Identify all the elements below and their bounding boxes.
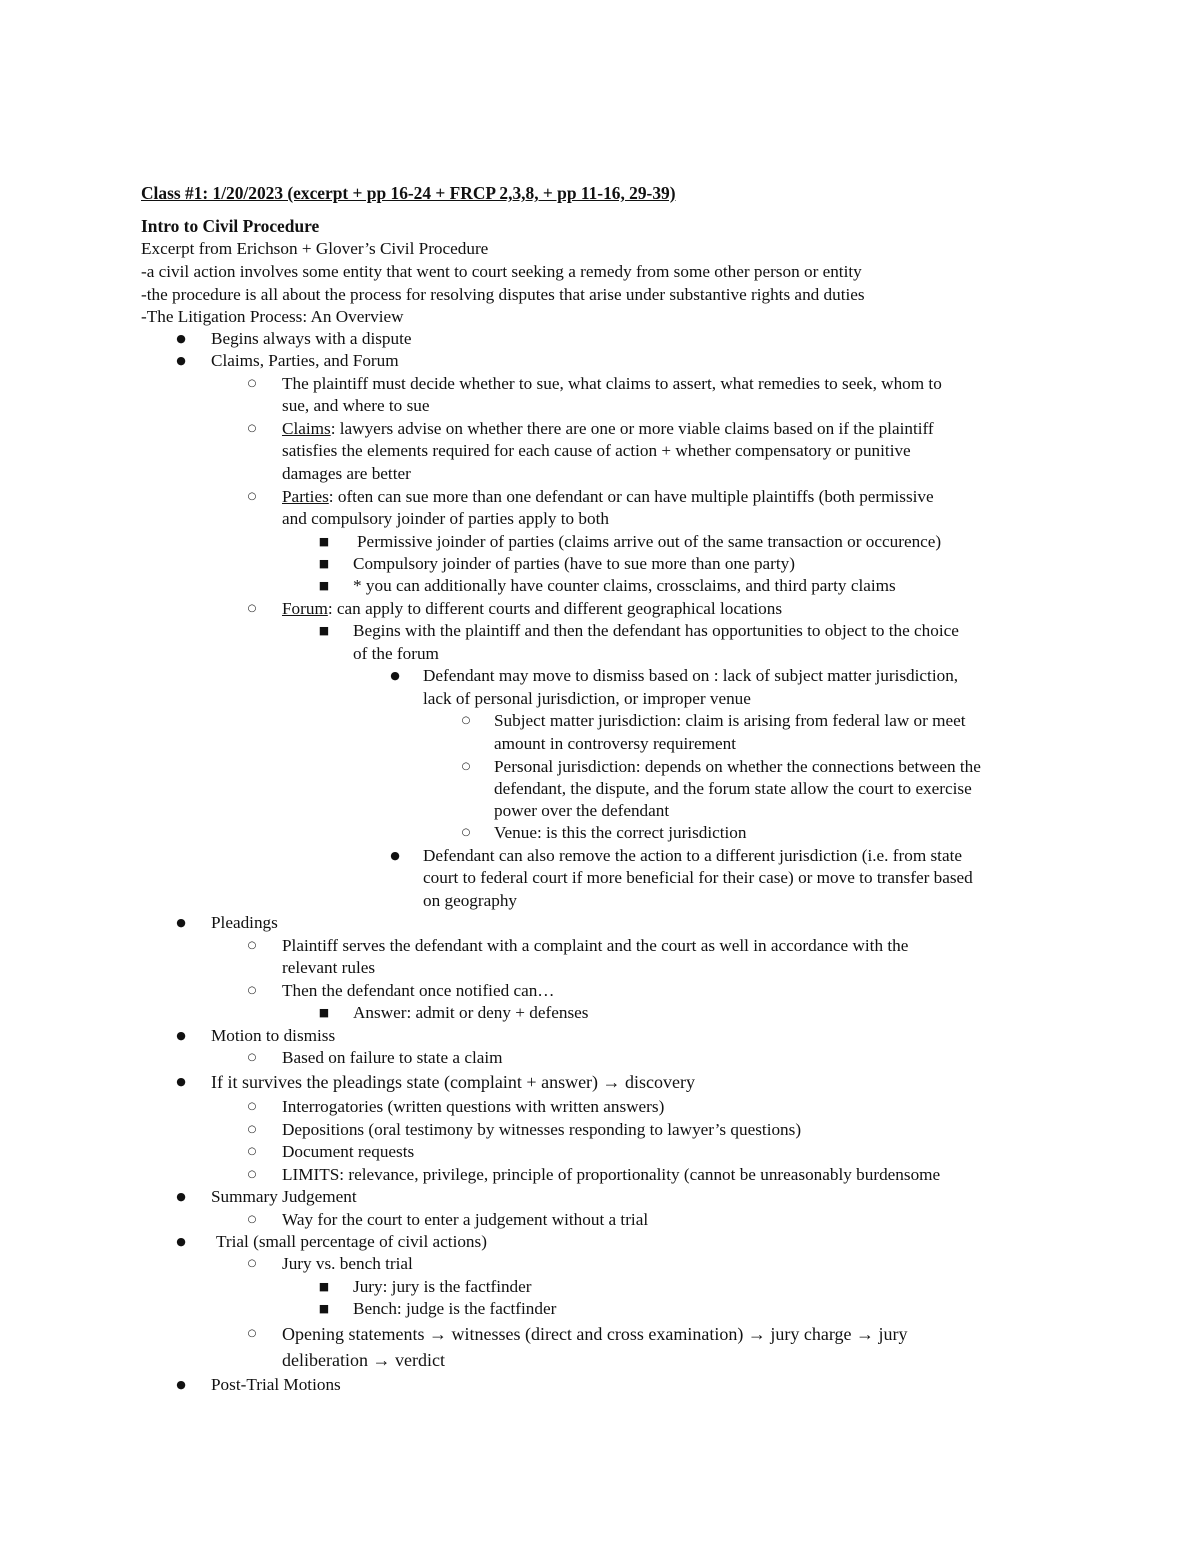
filled-bullet-icon: ●	[390, 669, 400, 682]
list-item-continuation: relevant rules	[282, 958, 376, 977]
filled-bullet-icon: ●	[176, 916, 186, 929]
hollow-bullet-icon: ○	[247, 423, 257, 434]
hollow-bullet-icon: ○	[247, 1169, 257, 1180]
list-item-continuation: of the forum	[353, 644, 439, 663]
list-item: Jury vs. bench trial	[282, 1254, 413, 1273]
list-item-continuation: satisfies the elements required for each cause of action + whether compensatory or punitive	[282, 441, 911, 460]
list-item: The plaintiff must decide whether to sue, what claims to assert, what remedies to seek, whom to	[282, 374, 942, 393]
list-item: Defendant may move to dismiss based on : lack of subject matter jurisdiction,	[423, 666, 959, 685]
list-item	[282, 598, 782, 620]
list-item-continuation: amount in controversy requirement	[494, 734, 736, 753]
square-bullet-icon: ■	[318, 624, 330, 637]
hollow-bullet-icon: ○	[247, 491, 257, 502]
filled-bullet-icon: ●	[176, 354, 186, 367]
filled-bullet-icon: ●	[176, 1075, 186, 1088]
list-item: LIMITS: relevance, privilege, principle of proportionality (cannot be unreasonably burdensome	[282, 1165, 941, 1184]
list-item-continuation: and compulsory joinder of parties apply to both	[282, 509, 609, 528]
hollow-bullet-icon: ○	[247, 1214, 257, 1225]
list-item: Summary Judgement	[211, 1187, 357, 1206]
list-item: Opening statements → witnesses (direct and cross examination) → jury charge → jury	[282, 1324, 908, 1344]
forum-label: Forum	[282, 599, 328, 618]
filled-bullet-icon: ●	[176, 1235, 186, 1248]
forum-text: : can apply to different courts and different geographical locations	[327, 599, 783, 618]
list-item: Jury: jury is the factfinder	[353, 1277, 532, 1296]
intro-line: -the procedure is all about the process for resolving disputes that arise under substantive rights and duties	[141, 285, 865, 304]
list-item: Personal jurisdiction: depends on whether the connections between the	[494, 757, 981, 776]
list-item: Interrogatories (written questions with written answers)	[282, 1097, 665, 1116]
hollow-bullet-icon: ○	[247, 1146, 257, 1157]
hollow-bullet-icon: ○	[247, 985, 257, 996]
square-bullet-icon: ■	[318, 1280, 330, 1293]
list-item: Way for the court to enter a judgement without a trial	[282, 1210, 649, 1229]
list-item: Subject matter jurisdiction: claim is arising from federal law or meet	[494, 711, 966, 730]
claims-text: : lawyers advise on whether there are one or more viable claims based on if the plaintiff	[330, 419, 934, 438]
filled-bullet-icon: ●	[176, 1378, 186, 1391]
list-item-continuation: defendant, the dispute, and the forum state allow the court to exercise	[494, 779, 972, 798]
square-bullet-icon: ■	[318, 1302, 330, 1315]
claims-label: Claims	[282, 419, 331, 438]
hollow-bullet-icon: ○	[247, 603, 257, 614]
section-subheading: Intro to Civil Procedure	[141, 216, 320, 236]
parties-text: : often can sue more than one defendant or can have multiple plaintiffs (both permissive	[328, 487, 934, 506]
list-item: Motion to dismiss	[211, 1026, 336, 1045]
hollow-bullet-icon: ○	[247, 1101, 257, 1112]
hollow-bullet-icon: ○	[247, 1124, 257, 1135]
hollow-bullet-icon: ○	[461, 827, 471, 838]
list-item: Answer: admit or deny + defenses	[353, 1003, 589, 1022]
list-item: Plaintiff serves the defendant with a complaint and the court as well in accordance with the	[282, 936, 909, 955]
list-item: Pleadings	[211, 913, 278, 932]
intro-line: -a civil action involves some entity that went to court seeking a remedy from some other person or entity	[141, 262, 862, 281]
list-item: * you can additionally have counter claims, crossclaims, and third party claims	[353, 576, 896, 595]
list-item: Claims, Parties, and Forum	[211, 351, 399, 370]
list-item: Depositions (oral testimony by witnesses responding to lawyer’s questions)	[282, 1120, 802, 1139]
list-item: Defendant can also remove the action to a different jurisdiction (i.e. from state	[423, 846, 962, 865]
filled-bullet-icon: ●	[176, 1190, 186, 1203]
square-bullet-icon: ■	[318, 579, 330, 592]
hollow-bullet-icon: ○	[247, 1052, 257, 1063]
hollow-bullet-icon: ○	[247, 940, 257, 951]
class-heading: Class #1: 1/20/2023 (excerpt + pp 16-24 + FRCP 2,3,8, + pp 11-16, 29-39)	[141, 183, 676, 203]
list-item-continuation: damages are better	[282, 464, 411, 483]
list-item: Begins always with a dispute	[211, 329, 412, 348]
list-item: Begins with the plaintiff and then the defendant has opportunities to object to the choice	[353, 621, 959, 640]
list-item-continuation: deliberation → verdict	[282, 1350, 445, 1370]
parties-label: Parties	[282, 487, 329, 506]
list-item: If it survives the pleadings state (complaint + answer) → discovery	[211, 1072, 696, 1092]
list-item-continuation: court to federal court if more beneficial for their case) or move to transfer based	[423, 868, 973, 887]
intro-line: Excerpt from Erichson + Glover’s Civil Procedure	[141, 239, 489, 258]
list-item: Trial (small percentage of civil actions)	[216, 1232, 487, 1251]
list-item: Based on failure to state a claim	[282, 1048, 503, 1067]
filled-bullet-icon: ●	[390, 849, 400, 862]
list-item: Permissive joinder of parties (claims arrive out of the same transaction or occurence)	[357, 532, 942, 551]
list-item: Then the defendant once notified can…	[282, 981, 555, 1000]
hollow-bullet-icon: ○	[461, 715, 471, 726]
list-item: Venue: is this the correct jurisdiction	[494, 823, 747, 842]
list-item	[282, 418, 934, 440]
hollow-bullet-icon: ○	[247, 1258, 257, 1269]
square-bullet-icon: ■	[318, 1006, 330, 1019]
hollow-bullet-icon: ○	[247, 378, 257, 389]
filled-bullet-icon: ●	[176, 1029, 186, 1042]
list-item-continuation: power over the defendant	[494, 801, 670, 820]
list-item: Bench: judge is the factfinder	[353, 1299, 557, 1318]
list-item-continuation: on geography	[423, 891, 518, 910]
hollow-bullet-icon: ○	[247, 1328, 257, 1339]
list-item-continuation: sue, and where to sue	[282, 396, 430, 415]
list-item: Document requests	[282, 1142, 415, 1161]
square-bullet-icon: ■	[318, 557, 330, 570]
intro-line: -The Litigation Process: An Overview	[141, 307, 404, 326]
list-item: Compulsory joinder of parties (have to sue more than one party)	[353, 554, 795, 573]
filled-bullet-icon: ●	[176, 332, 186, 345]
hollow-bullet-icon: ○	[461, 761, 471, 772]
list-item	[282, 486, 934, 508]
square-bullet-icon: ■	[318, 535, 330, 548]
list-item-continuation: lack of personal jurisdiction, or improper venue	[423, 689, 751, 708]
list-item: Post-Trial Motions	[211, 1375, 341, 1394]
